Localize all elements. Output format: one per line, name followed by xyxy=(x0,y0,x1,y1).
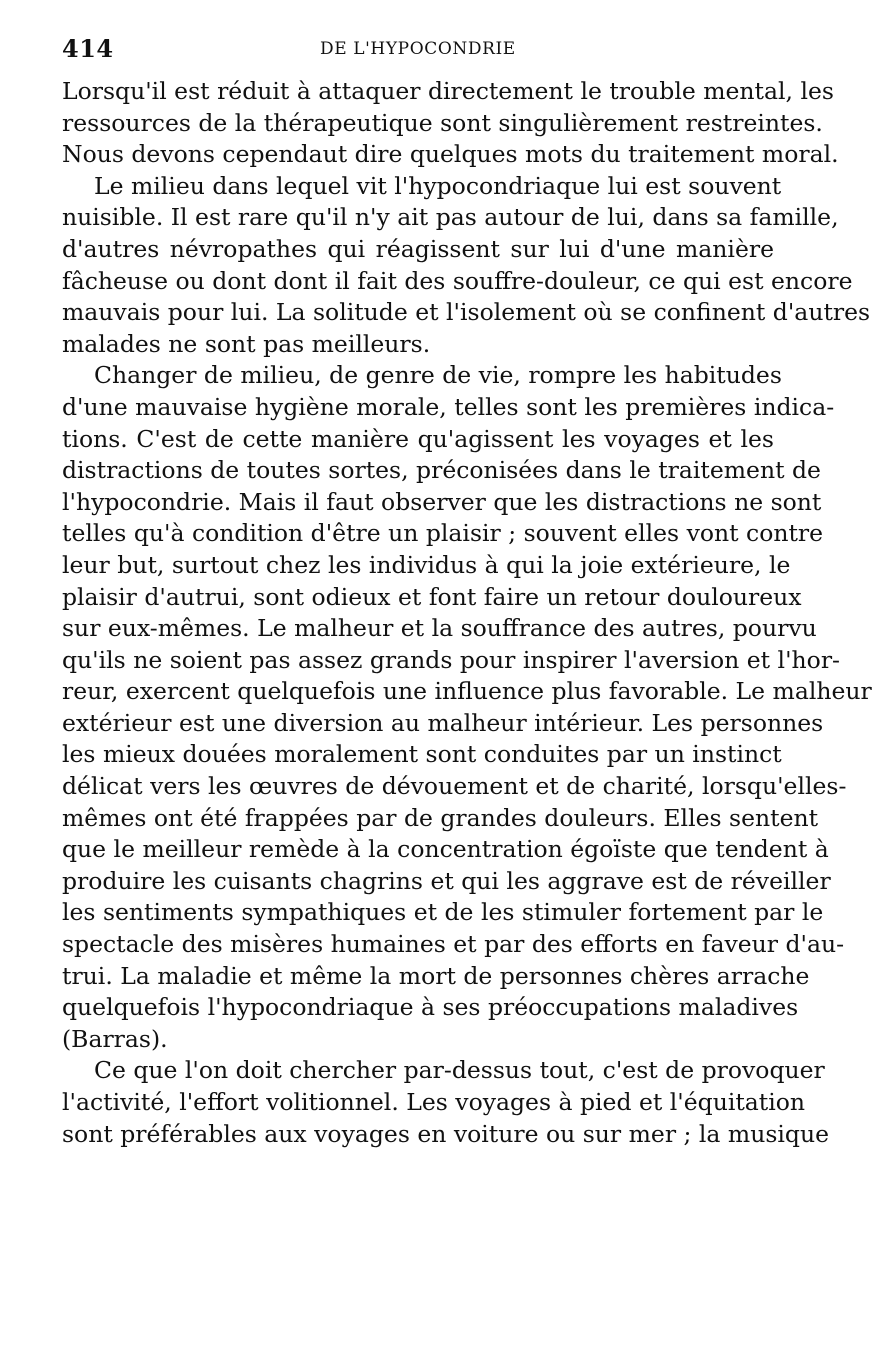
text-line: sont préférables aux voyages en voiture ou sur mer ; la musique xyxy=(62,1119,829,1148)
text-line: quelquefois l'hypocondriaque à ses préoccupations maladives xyxy=(62,993,799,1022)
page-number: 414 xyxy=(62,34,114,63)
text-line: (Barras). xyxy=(62,1024,168,1053)
text-line: trui. La maladie et même la mort de personnes chères arrache xyxy=(62,961,810,990)
text-line: l'activité, l'effort volitionnel. Les voyages à pied et l'équitation xyxy=(62,1088,806,1116)
text-line: que le meilleur remède à la concentration égoïste que tendent à xyxy=(62,835,829,864)
text-line: nuisible. Il est rare qu'il n'y ait pas autour de lui, dans sa famille, xyxy=(62,203,839,232)
text-line: fâcheuse ou dont dont il fait des souffre-douleur, ce qui est encore xyxy=(62,266,853,295)
text-line: les sentiments sympathiques et de les stimuler fortement par le xyxy=(62,898,824,927)
text-line: Nous devons cependaut dire quelques mots du traitement moral. xyxy=(62,140,839,169)
text-line: d'autres névropathes qui réagissent sur lui d'une manière xyxy=(62,234,774,263)
text-line: Lorsqu'il est réduit à attaquer directement le trouble mental, les xyxy=(62,77,834,105)
text-line: sur eux-mêmes. Le malheur et la souffrance des autres, pourvu xyxy=(62,614,817,643)
text-line: l'hypocondrie. Mais il faut observer que les distractions ne sont xyxy=(62,487,822,516)
text-line: telles qu'à condition d'être un plaisir ; souvent elles vont contre xyxy=(62,519,824,548)
text-line: les mieux douées moralement sont conduites par un instinct xyxy=(62,740,782,769)
text-line: mêmes ont été frappées par de grandes douleurs. Elles sentent xyxy=(62,803,819,832)
body-text xyxy=(62,76,872,1150)
text-line: Ce que l'on doit chercher par-dessus tout, c'est de provoquer xyxy=(94,1056,825,1085)
text-line: d'une mauvaise hygiène morale, telles sont les premières indica- xyxy=(62,392,835,421)
text-line: tions. C'est de cette manière qu'agissent les voyages et les xyxy=(62,424,774,453)
text-line: reur, exercent quelquefois une influence plus favorable. Le malheur xyxy=(62,677,872,706)
running-title: DE L'HYPOCONDRIE xyxy=(320,39,516,59)
text-line: plaisir d'autrui, sont odieux et font faire un retour douloureux xyxy=(62,582,802,611)
text-line: Changer de milieu, de genre de vie, rompre les habitudes xyxy=(94,361,782,390)
text-line: mauvais pour lui. La solitude et l'isolement où se confinent d'autres xyxy=(62,298,871,327)
text-line: délicat vers les œuvres de dévouement et de charité, lorsqu'elles- xyxy=(62,772,847,801)
text-line: extérieur est une diversion au malheur intérieur. Les personnes xyxy=(62,708,824,737)
text-line: leur but, surtout chez les individus à qui la joie extérieure, le xyxy=(62,550,791,579)
text-line: Le milieu dans lequel vit l'hypocondriaque lui est souvent xyxy=(94,171,782,200)
text-line: malades ne sont pas meilleurs. xyxy=(62,329,431,358)
text-line: produire les cuisants chagrins et qui les aggrave est de réveiller xyxy=(62,866,831,895)
text-line: qu'ils ne soient pas assez grands pour inspirer l'aversion et l'hor- xyxy=(62,645,840,674)
text-line: spectacle des misères humaines et par des efforts en faveur d'au- xyxy=(62,930,845,959)
running-head xyxy=(62,34,762,74)
text-line: ressources de la thérapeutique sont singulièrement restreintes. xyxy=(62,108,823,137)
text-line: distractions de toutes sortes, préconisées dans le traitement de xyxy=(62,456,821,485)
